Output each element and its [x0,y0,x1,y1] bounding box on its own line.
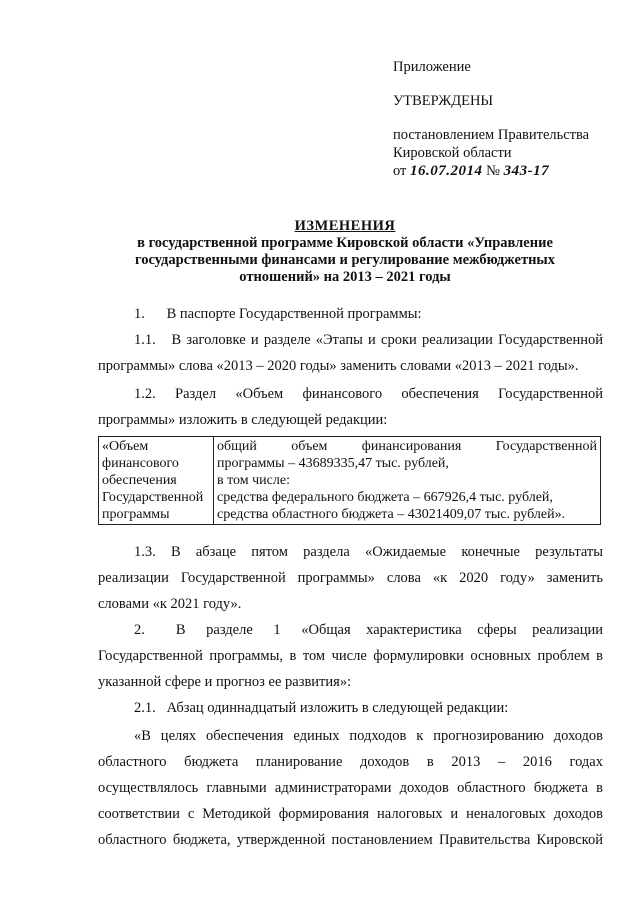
handwritten-number: 343-17 [503,163,550,179]
paragraph-1-1-line-1: 1.1. В заголовке и разделе «Этапы и сроки реализации Государственной [134,332,603,348]
value-line: программы – 43689335,47 тыс. рублей, [217,456,449,471]
quote-line-1: «В целях обеспечения единых подходов к прогнозированию доходов [134,728,603,744]
resolution-line-1: постановлением Правительства [393,127,590,143]
title-line-3: отношений» на 2013 – 2021 годы [239,269,451,285]
paragraph-1-3-line-3: словами «к 2021 году». [98,596,242,612]
paragraph-2-1: 2.1. Абзац одиннадцатый изложить в следующей редакции: [134,700,509,716]
value-line: средства федерального бюджета – 667926,4 тыс. рублей, [217,490,553,505]
approval-header [393,58,623,180]
appendix-label: Приложение [393,59,471,75]
paragraph-2-line-2: Государственной программы, в том числе формулировки основных проблем в [98,648,603,664]
date-prefix: от [393,163,407,179]
quote-line-3: осуществлялось главными администраторами доходов областного бюджета в [98,780,603,796]
paragraph-1-3-line-1: 1.3. В абзаце пятом раздела «Ожидаемые конечные результаты [134,544,603,560]
paragraph-1: 1. В паспорте Государственной программы: [134,306,422,322]
paragraph-2-line-3: указанной сфере и прогноз ее развития»: [98,674,352,690]
table-cell-label [99,437,214,525]
value-line: средства областного бюджета – 43021409,07 тыс. рублей». [217,507,566,522]
label-line: обеспечения [102,473,177,488]
section-1-1 [98,327,603,379]
table-row [99,437,601,525]
title-line-1: в государственной программе Кировской области «Управление [137,235,553,251]
label-line: Государственной [102,490,204,505]
value-line: общий объем финансирования Государственной [217,439,597,454]
section-2-1 [98,695,603,721]
value-line: в том числе: [217,473,290,488]
title-line-2: государственными финансами и регулирование межбюджетных [134,252,555,268]
paragraph-1-2-line-1: 1.2. Раздел «Объем финансового обеспечения Государственной [134,386,603,402]
label-line: программы [102,507,170,522]
number-sign: № [486,163,500,179]
quoted-paragraph [98,723,603,853]
section-1-3 [98,539,603,617]
section-1-2 [98,381,603,433]
quote-line-4: соответствии с Методикой формирования налоговых и неналоговых доходов [98,806,603,822]
label-line: «Объем [102,439,149,454]
financing-table [98,436,601,525]
document-title [110,218,580,286]
paragraph-1-2-line-2: программы» изложить в следующей редакции: [98,412,388,428]
quote-line-2: областного бюджета планирование доходов в 2013 – 2016 годах [98,754,603,770]
handwritten-date: 16.07.2014 [410,163,483,179]
approved-label: УТВЕРЖДЕНЫ [393,93,494,109]
quote-line-5: областного бюджета, утвержденной постановлением Правительства Кировской [98,832,603,848]
resolution-line-2: Кировской области [393,145,512,161]
resolution-date-line [393,162,623,180]
section-2 [98,617,603,695]
label-line: финансового [102,456,179,471]
title-main: ИЗМЕНЕНИЯ [294,218,396,234]
paragraph-2-line-1: 2. В разделе 1 «Общая характеристика сферы реализации [134,622,603,638]
section-1 [98,301,603,327]
paragraph-1-1-line-2: программы» слова «2013 – 2020 годы» заменить словами «2013 – 2021 годы». [98,358,579,374]
paragraph-1-3-line-2: реализации Государственной программы» слова «к 2020 году» заменить [98,570,603,586]
table-cell-value [214,437,601,525]
